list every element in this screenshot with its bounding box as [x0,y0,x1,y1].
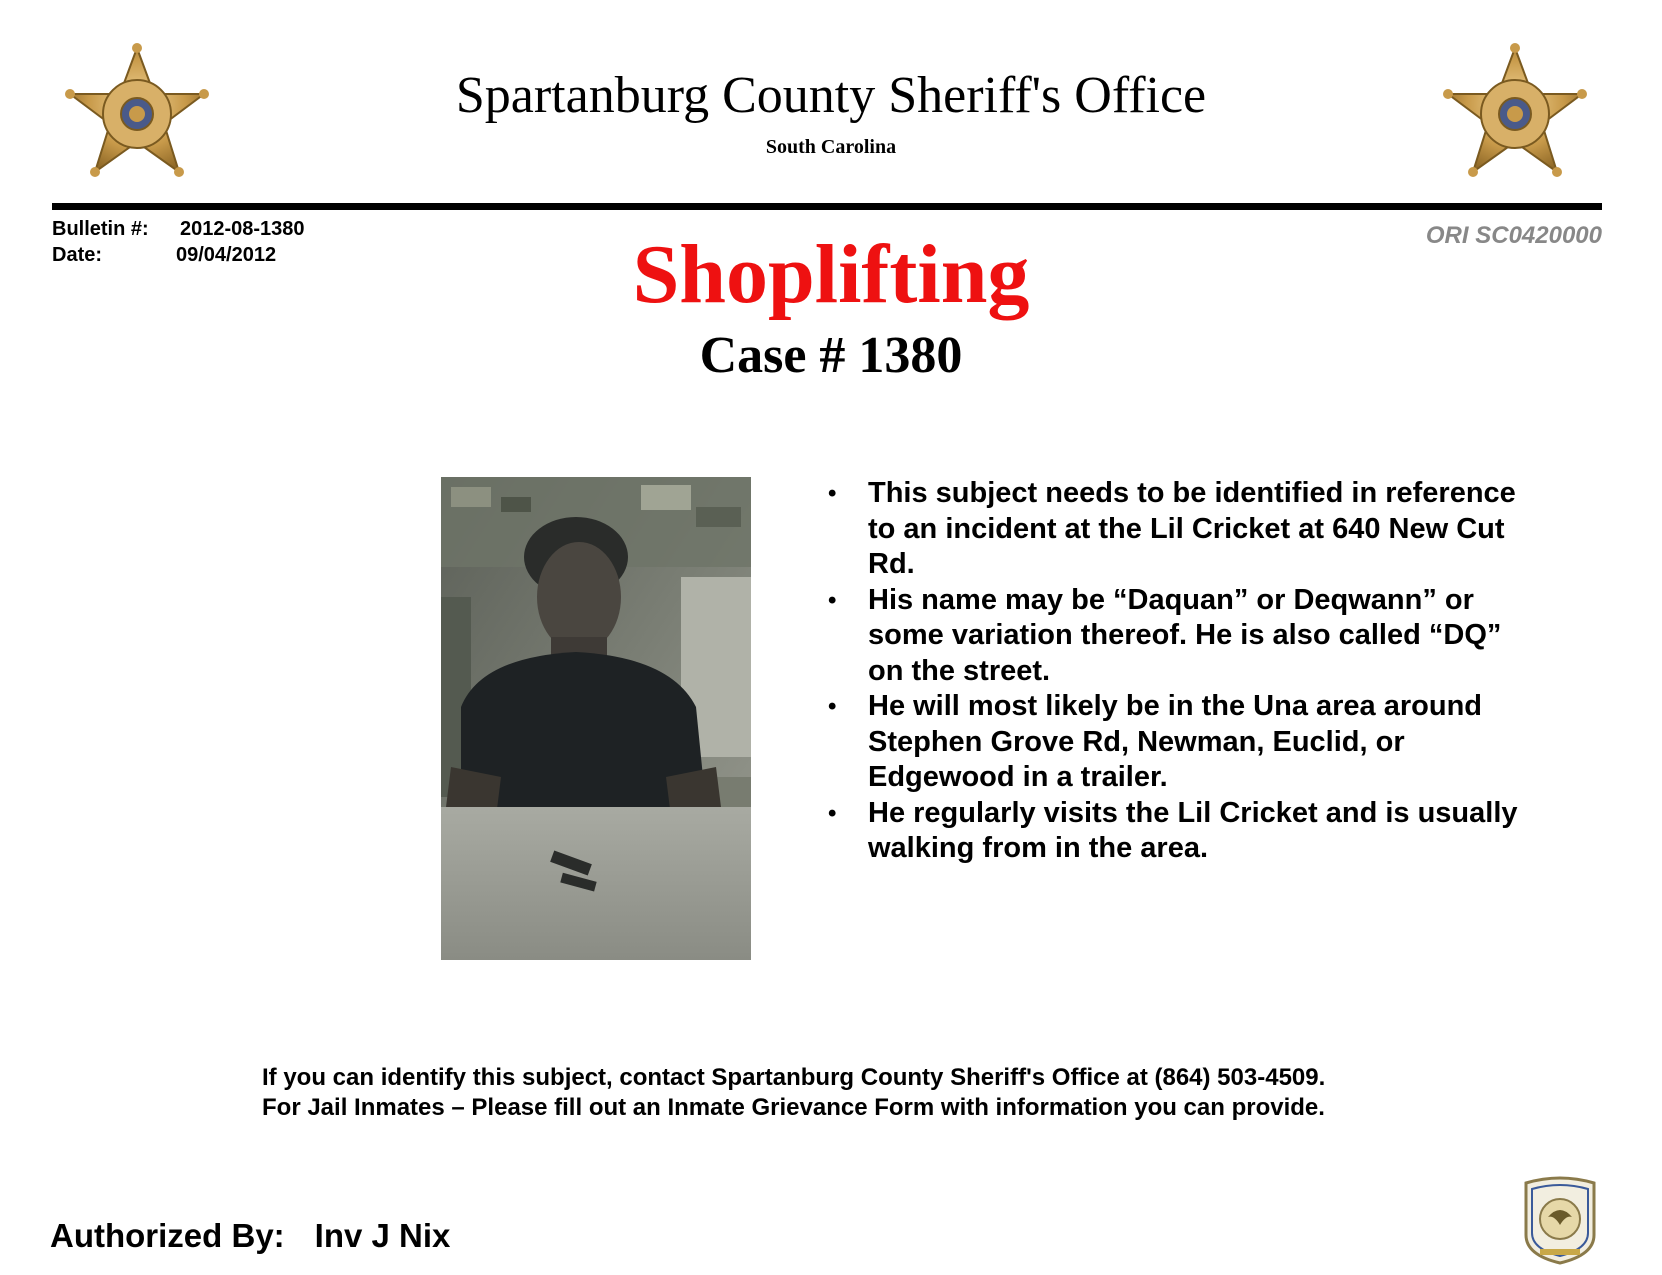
authorized-label: Authorized By: [50,1217,285,1254]
list-item: • He regularly visits the Lil Cricket and is usually walking from in the area. [828,796,1528,867]
authorized-name: Inv J Nix [314,1217,451,1254]
list-item: • He will most likely be in the Una area around Stephen Grove Rd, Newman, Euclid, or Edgewood in a trailer. [828,689,1528,796]
case-number: Case # 1380 [699,327,963,384]
list-item: • His name may be “Daquan” or Deqwann” or some variation thereof. He is also called “DQ” on the street. [828,583,1528,690]
subject-surveillance-photo [441,477,751,960]
bulletin-date: 09/04/2012 [176,244,277,266]
header-divider [52,203,1602,210]
bulletin-title: Shoplifting [632,228,1030,321]
date-label: Date: [52,244,103,266]
ori-number: ORI SC0420000 [1425,222,1602,249]
agency-title: Spartanburg County Sheriff's Office [455,67,1207,124]
agency-subtitle: South Carolina [765,136,897,158]
accreditation-seal-icon [1522,1173,1598,1265]
subject-details-list [828,476,1528,867]
contact-instructions: If you can identify this subject, contact Spartanburg County Sheriff's Office at (864) 503-4509. [262,1064,1326,1091]
bulletin-number: 2012-08-1380 [180,218,305,240]
bulletin-label: Bulletin #: [52,218,149,240]
inmate-instructions: For Jail Inmates – Please fill out an Inmate Grievance Form with information you can provide. [262,1094,1325,1121]
authorized-by [50,1219,450,1252]
list-item: • This subject needs to be identified in reference to an incident at the Lil Cricket at 640 New Cut Rd. [828,476,1528,583]
